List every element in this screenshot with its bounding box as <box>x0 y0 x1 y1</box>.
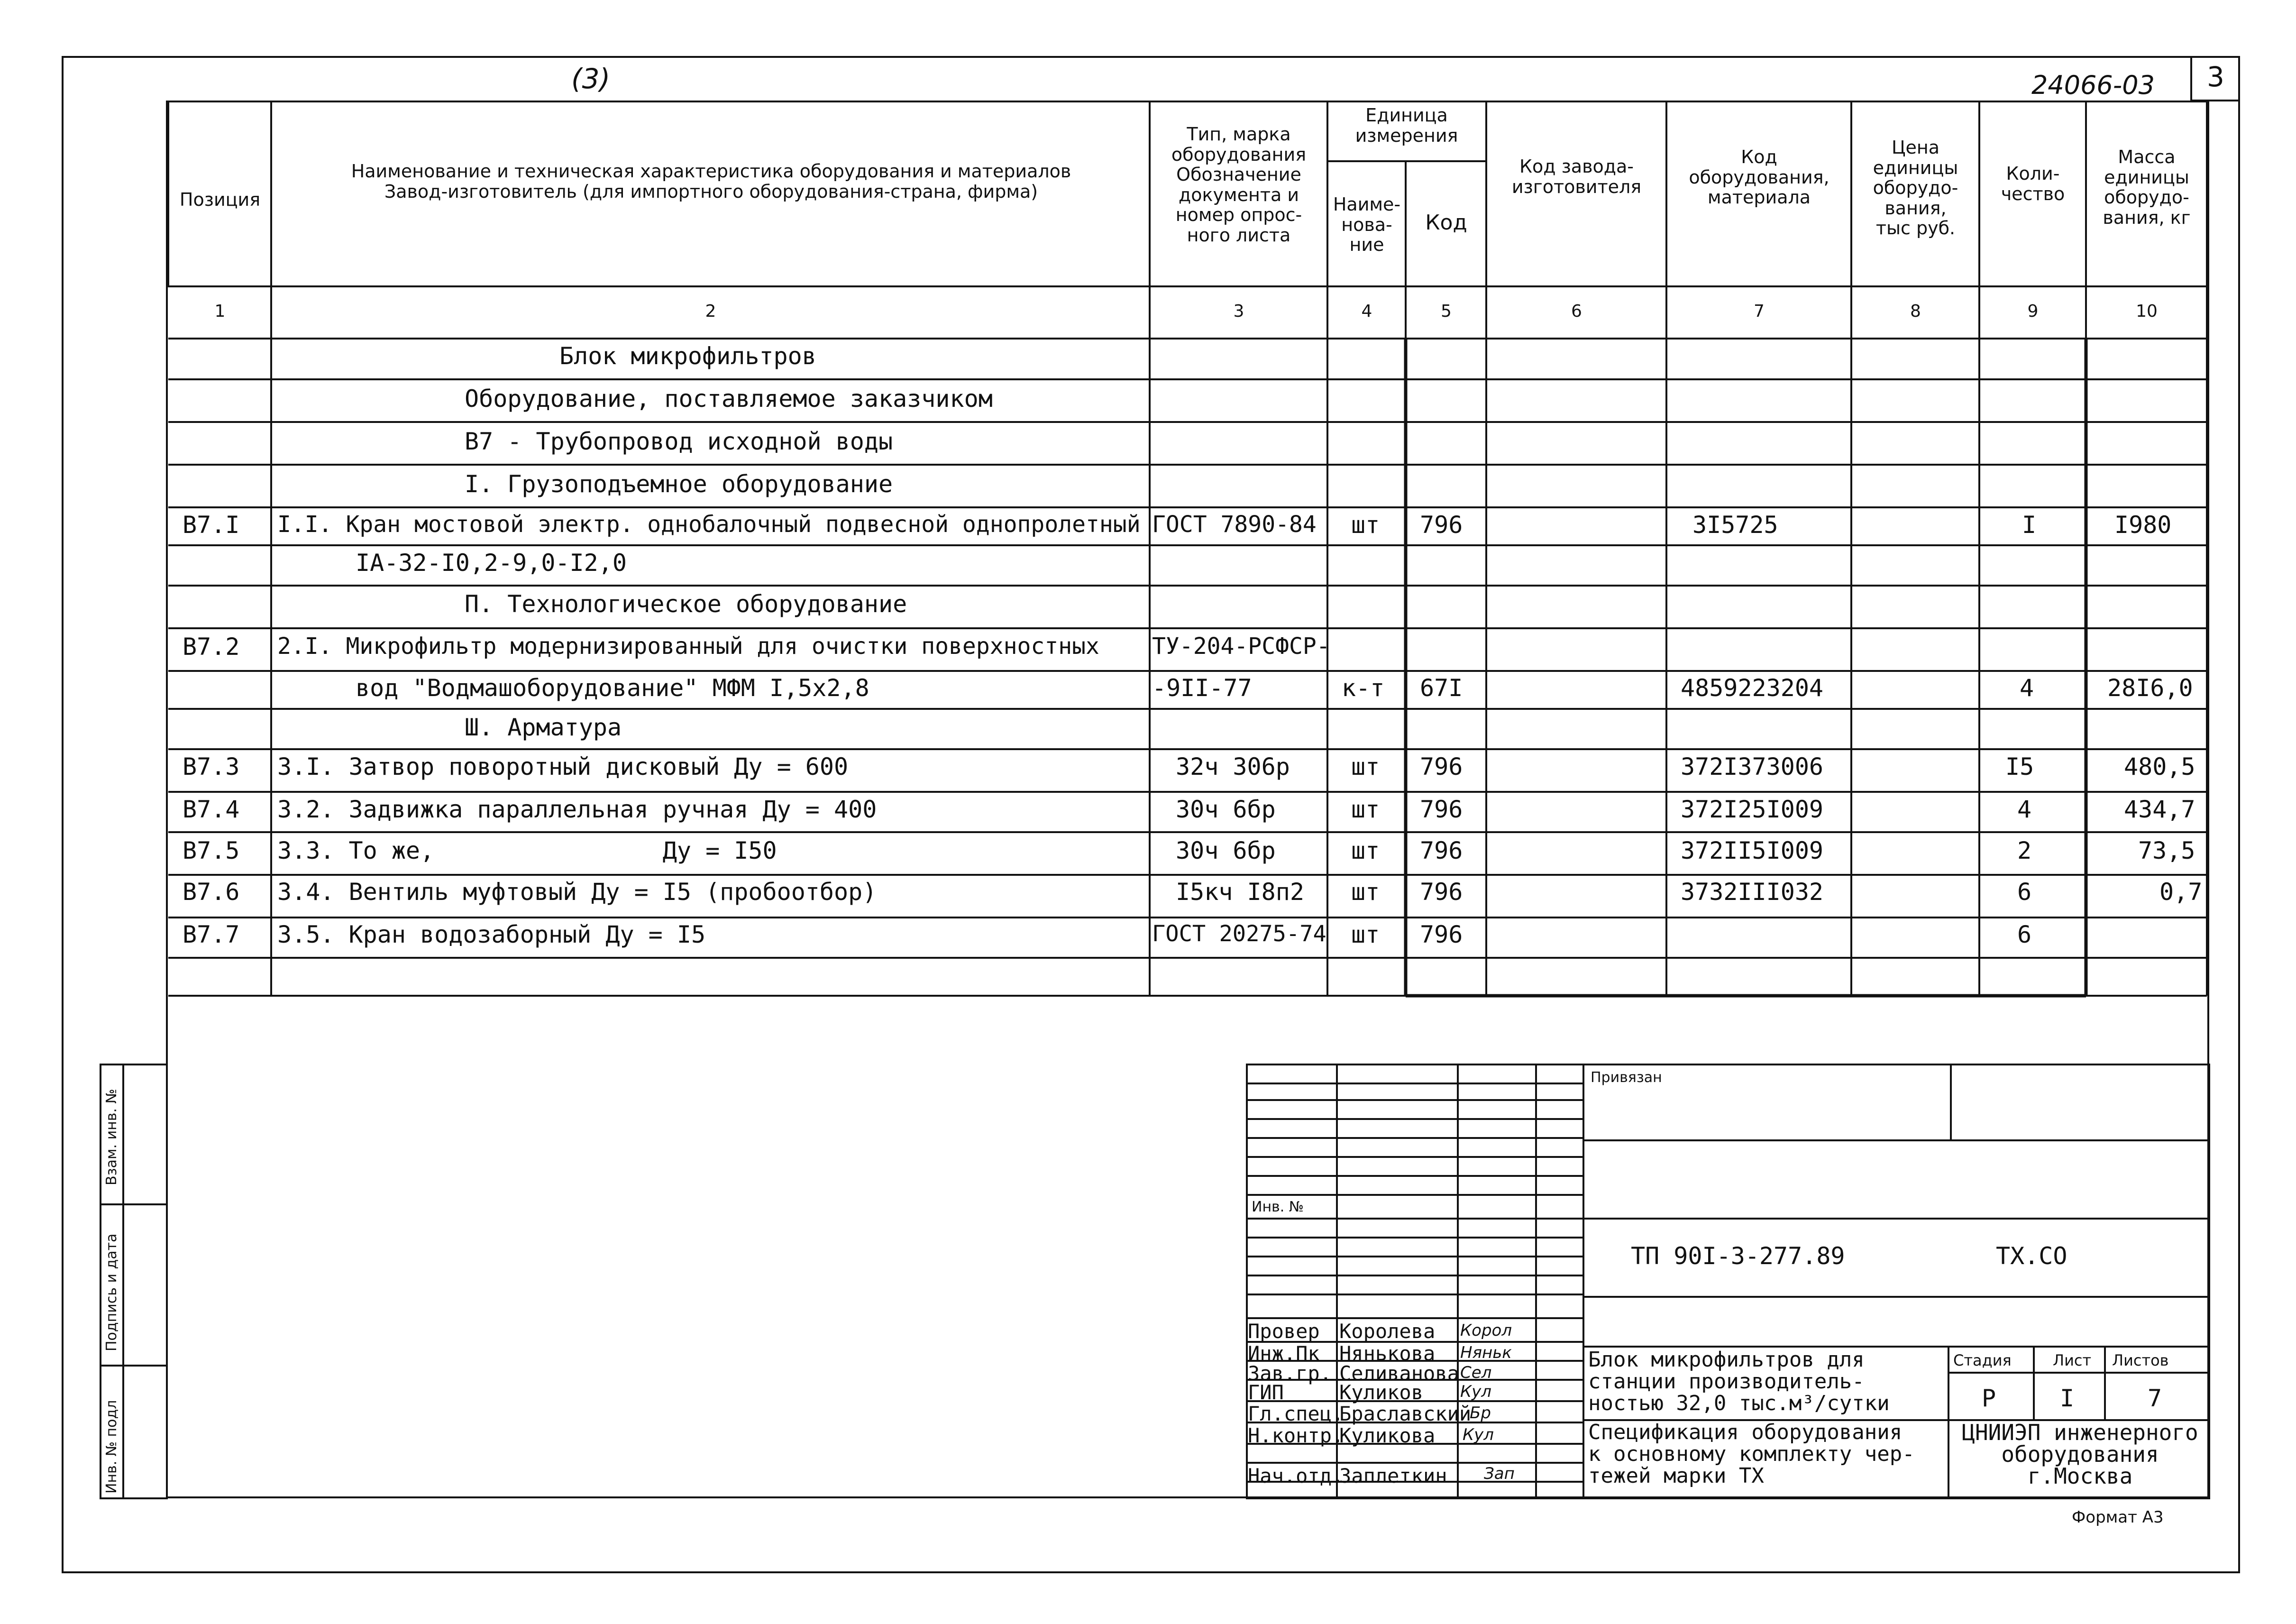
staff-signature: Корол <box>1460 1321 1512 1340</box>
row-13-unit: шт <box>1351 878 1380 906</box>
col-num-4: 4 <box>1361 302 1372 321</box>
header-qty: Коли- чество <box>2001 163 2065 204</box>
row-13-type: I5кч I8п2 <box>1176 878 1304 906</box>
row-0-name: Блок микрофильтров <box>559 342 816 370</box>
row-10-code: 796 <box>1420 753 1463 780</box>
staff-signature: Няньк <box>1460 1343 1512 1362</box>
row-11-pos: В7.4 <box>183 796 240 823</box>
row-8-code: 67I <box>1420 674 1463 702</box>
row-4-code: 796 <box>1420 511 1463 539</box>
row-11-name: 3.2. Задвижка параллельная ручная Ду = 400 <box>277 796 877 823</box>
staff-name: Нянькова <box>1339 1342 1436 1365</box>
col-num-10: 10 <box>2136 302 2158 321</box>
row-12-unit: шт <box>1351 837 1380 864</box>
row-3-name: I. Грузоподъемное оборудование <box>465 470 893 498</box>
staff-signature: Бр <box>1470 1404 1491 1422</box>
staff-role: Нач.отд. <box>1248 1464 1344 1487</box>
col-num-7: 7 <box>1754 302 1765 321</box>
header-type: Тип, марка оборудования Обозначение документа и номер опрос- ного листа <box>1171 124 1307 246</box>
row-13-pos: В7.6 <box>183 878 240 906</box>
row-12-mass: 73,5 <box>2138 837 2195 864</box>
sheet-value: I <box>2060 1385 2075 1412</box>
inv-no-label: Инв. № <box>1252 1199 1304 1215</box>
doc-mark: ТХ.СО <box>1996 1242 2067 1270</box>
row-4-qty: I <box>2022 511 2037 539</box>
page-corner-number: 3 <box>2207 61 2224 93</box>
col-num-1: 1 <box>214 302 226 321</box>
side-stamp-inv: Инв. № подл <box>103 1400 120 1494</box>
row-5-name: IA-32-I0,2-9,0-I2,0 <box>356 549 627 577</box>
row-14-name: 3.5. Кран водозаборный Ду = I5 <box>277 921 706 948</box>
staff-role: ГИП <box>1248 1381 1284 1404</box>
row-12-name: 3.3. То же, Ду = I50 <box>277 837 777 864</box>
staff-signature: Кул <box>1460 1382 1491 1401</box>
row-14-pos: В7.7 <box>183 921 240 948</box>
staff-name: Куликов <box>1339 1381 1424 1404</box>
row-8-qty: 4 <box>2020 674 2034 702</box>
staff-signature: Сел <box>1460 1363 1492 1382</box>
row-4-equip: 3I5725 <box>1692 511 1778 539</box>
col-num-8: 8 <box>1910 302 1921 321</box>
doc-number-handwritten: 24066-03 <box>2031 70 2155 100</box>
row-10-unit: шт <box>1351 753 1380 780</box>
col-num-6: 6 <box>1571 302 1582 321</box>
object-name: Блок микрофильтров для станции производитель- ностью 32,0 тыс.м³/сутки <box>1588 1348 1890 1416</box>
row-12-equip: 372II5I009 <box>1681 837 1824 864</box>
privyazan-label: Привязан <box>1591 1069 1662 1086</box>
staff-role: Зав.гр. <box>1248 1362 1332 1385</box>
sheets-value: 7 <box>2148 1385 2162 1412</box>
sheet-label: Лист <box>2053 1351 2092 1369</box>
header-equip-code: Код оборудования, материала <box>1689 147 1829 208</box>
col-num-2: 2 <box>705 302 716 321</box>
staff-role: Инж.Пк <box>1248 1342 1320 1365</box>
row-4-unit: шт <box>1351 511 1380 539</box>
row-8-equip: 4859223204 <box>1681 674 1824 702</box>
row-4-mass: I980 <box>2114 511 2172 539</box>
row-8-name: вод "Водмашоборудование" МФМ I,5x2,8 <box>356 674 869 702</box>
header-unit-group: Единица измерения <box>1355 105 1458 146</box>
organization: ЦНИИЭП инженерного оборудования г.Москва <box>1962 1420 2198 1489</box>
sheets-label: Листов <box>2112 1351 2169 1369</box>
row-10-name: 3.I. Затвор поворотный дисковый Ду = 600 <box>277 753 849 780</box>
col-num-9: 9 <box>2027 302 2039 321</box>
row-11-unit: шт <box>1351 796 1380 823</box>
row-10-equip: 372I373006 <box>1681 753 1824 780</box>
row-7-type: ТУ-204-РСФСР- <box>1152 633 1330 660</box>
row-12-code: 796 <box>1420 837 1463 864</box>
row-11-code: 796 <box>1420 796 1463 823</box>
sheet-marker: (3) <box>571 63 611 95</box>
header-plant-code: Код завода- изготовителя <box>1511 156 1642 197</box>
side-stamp-vzam: Взам. инв. № <box>103 1089 120 1185</box>
staff-name: Селиванова <box>1339 1362 1459 1385</box>
header-price: Цена единицы оборудо- вания, тыс руб. <box>1873 137 1958 239</box>
staff-role: Н.контр. <box>1248 1424 1344 1447</box>
format-label: Формат А3 <box>2072 1508 2164 1527</box>
staff-name: Куликова <box>1339 1424 1436 1447</box>
row-14-code: 796 <box>1420 921 1463 948</box>
row-1-name: Оборудование, поставляемое заказчиком <box>465 385 993 413</box>
row-12-qty: 2 <box>2017 837 2032 864</box>
stage-value: Р <box>1982 1385 1996 1412</box>
staff-name: Браславский <box>1339 1402 1472 1425</box>
header-mass: Масса единицы оборудо- вания, кг <box>2103 147 2191 228</box>
header-position: Позиция <box>179 189 261 210</box>
col-num-3: 3 <box>1233 302 1244 321</box>
row-10-mass: 480,5 <box>2124 753 2195 780</box>
row-2-name: В7 - Трубопровод исходной воды <box>465 428 893 455</box>
row-10-qty: I5 <box>2005 753 2034 780</box>
row-4-pos: В7.I <box>183 511 240 539</box>
header-unit-code: Код <box>1425 211 1467 235</box>
doc-title: Спецификация оборудования к основному комплекту чер- тежей марки ТХ <box>1588 1420 1915 1488</box>
row-11-qty: 4 <box>2017 796 2032 823</box>
row-11-equip: 372I25I009 <box>1681 796 1824 823</box>
row-12-pos: В7.5 <box>183 837 240 864</box>
row-10-pos: В7.3 <box>183 753 240 780</box>
row-12-type: 30ч 6бр <box>1176 837 1276 864</box>
row-13-name: 3.4. Вентиль муфтовый Ду = I5 (пробоотбор) <box>277 878 877 906</box>
staff-signature: Кул <box>1463 1425 1494 1444</box>
header-name: Наименование и техническая характеристика оборудования и материалов Завод-изготовитель (для импортного оборудования-страна, фирма) <box>351 161 1071 202</box>
row-11-type: 30ч 6бр <box>1176 796 1276 823</box>
row-11-mass: 434,7 <box>2124 796 2195 823</box>
row-13-mass: 0,7 <box>2159 878 2203 906</box>
row-6-name: П. Технологическое оборудование <box>465 590 907 618</box>
staff-name: Заплеткин <box>1339 1464 1447 1487</box>
staff-name: Королева <box>1339 1320 1436 1343</box>
row-9-name: Ш. Арматура <box>465 714 622 741</box>
row-4-type: ГОСТ 7890-84 <box>1152 511 1317 538</box>
row-13-qty: 6 <box>2017 878 2032 906</box>
stage-label: Стадия <box>1953 1351 2012 1369</box>
row-8-unit: к-т <box>1342 674 1385 702</box>
row-14-type: ГОСТ 20275-74 <box>1152 921 1326 947</box>
row-8-type: -9II-77 <box>1152 674 1252 702</box>
side-stamp-podpis: Подпись и дата <box>103 1233 120 1351</box>
staff-role: Провер <box>1248 1320 1320 1343</box>
staff-role: Гл.спец. <box>1248 1402 1344 1425</box>
row-10-type: 32ч 306р <box>1176 753 1290 780</box>
row-13-equip: 3732III032 <box>1681 878 1824 906</box>
row-4-name: I.I. Кран мостовой электр. однобалочный подвесной однопролетный <box>277 511 1141 538</box>
row-13-code: 796 <box>1420 878 1463 906</box>
staff-signature: Зап <box>1484 1464 1515 1483</box>
header-unit-name: Наиме- нова- ние <box>1333 194 1401 256</box>
row-14-qty: 6 <box>2017 921 2032 948</box>
row-7-pos: В7.2 <box>183 633 240 661</box>
row-7-name: 2.I. Микрофильтр модернизированный для очистки поверхностных <box>277 633 1099 660</box>
row-8-mass: 28I6,0 <box>2107 674 2193 702</box>
doc-code: ТП 90I-3-277.89 <box>1631 1242 1845 1270</box>
row-14-unit: шт <box>1351 921 1380 948</box>
col-num-5: 5 <box>1441 302 1452 321</box>
